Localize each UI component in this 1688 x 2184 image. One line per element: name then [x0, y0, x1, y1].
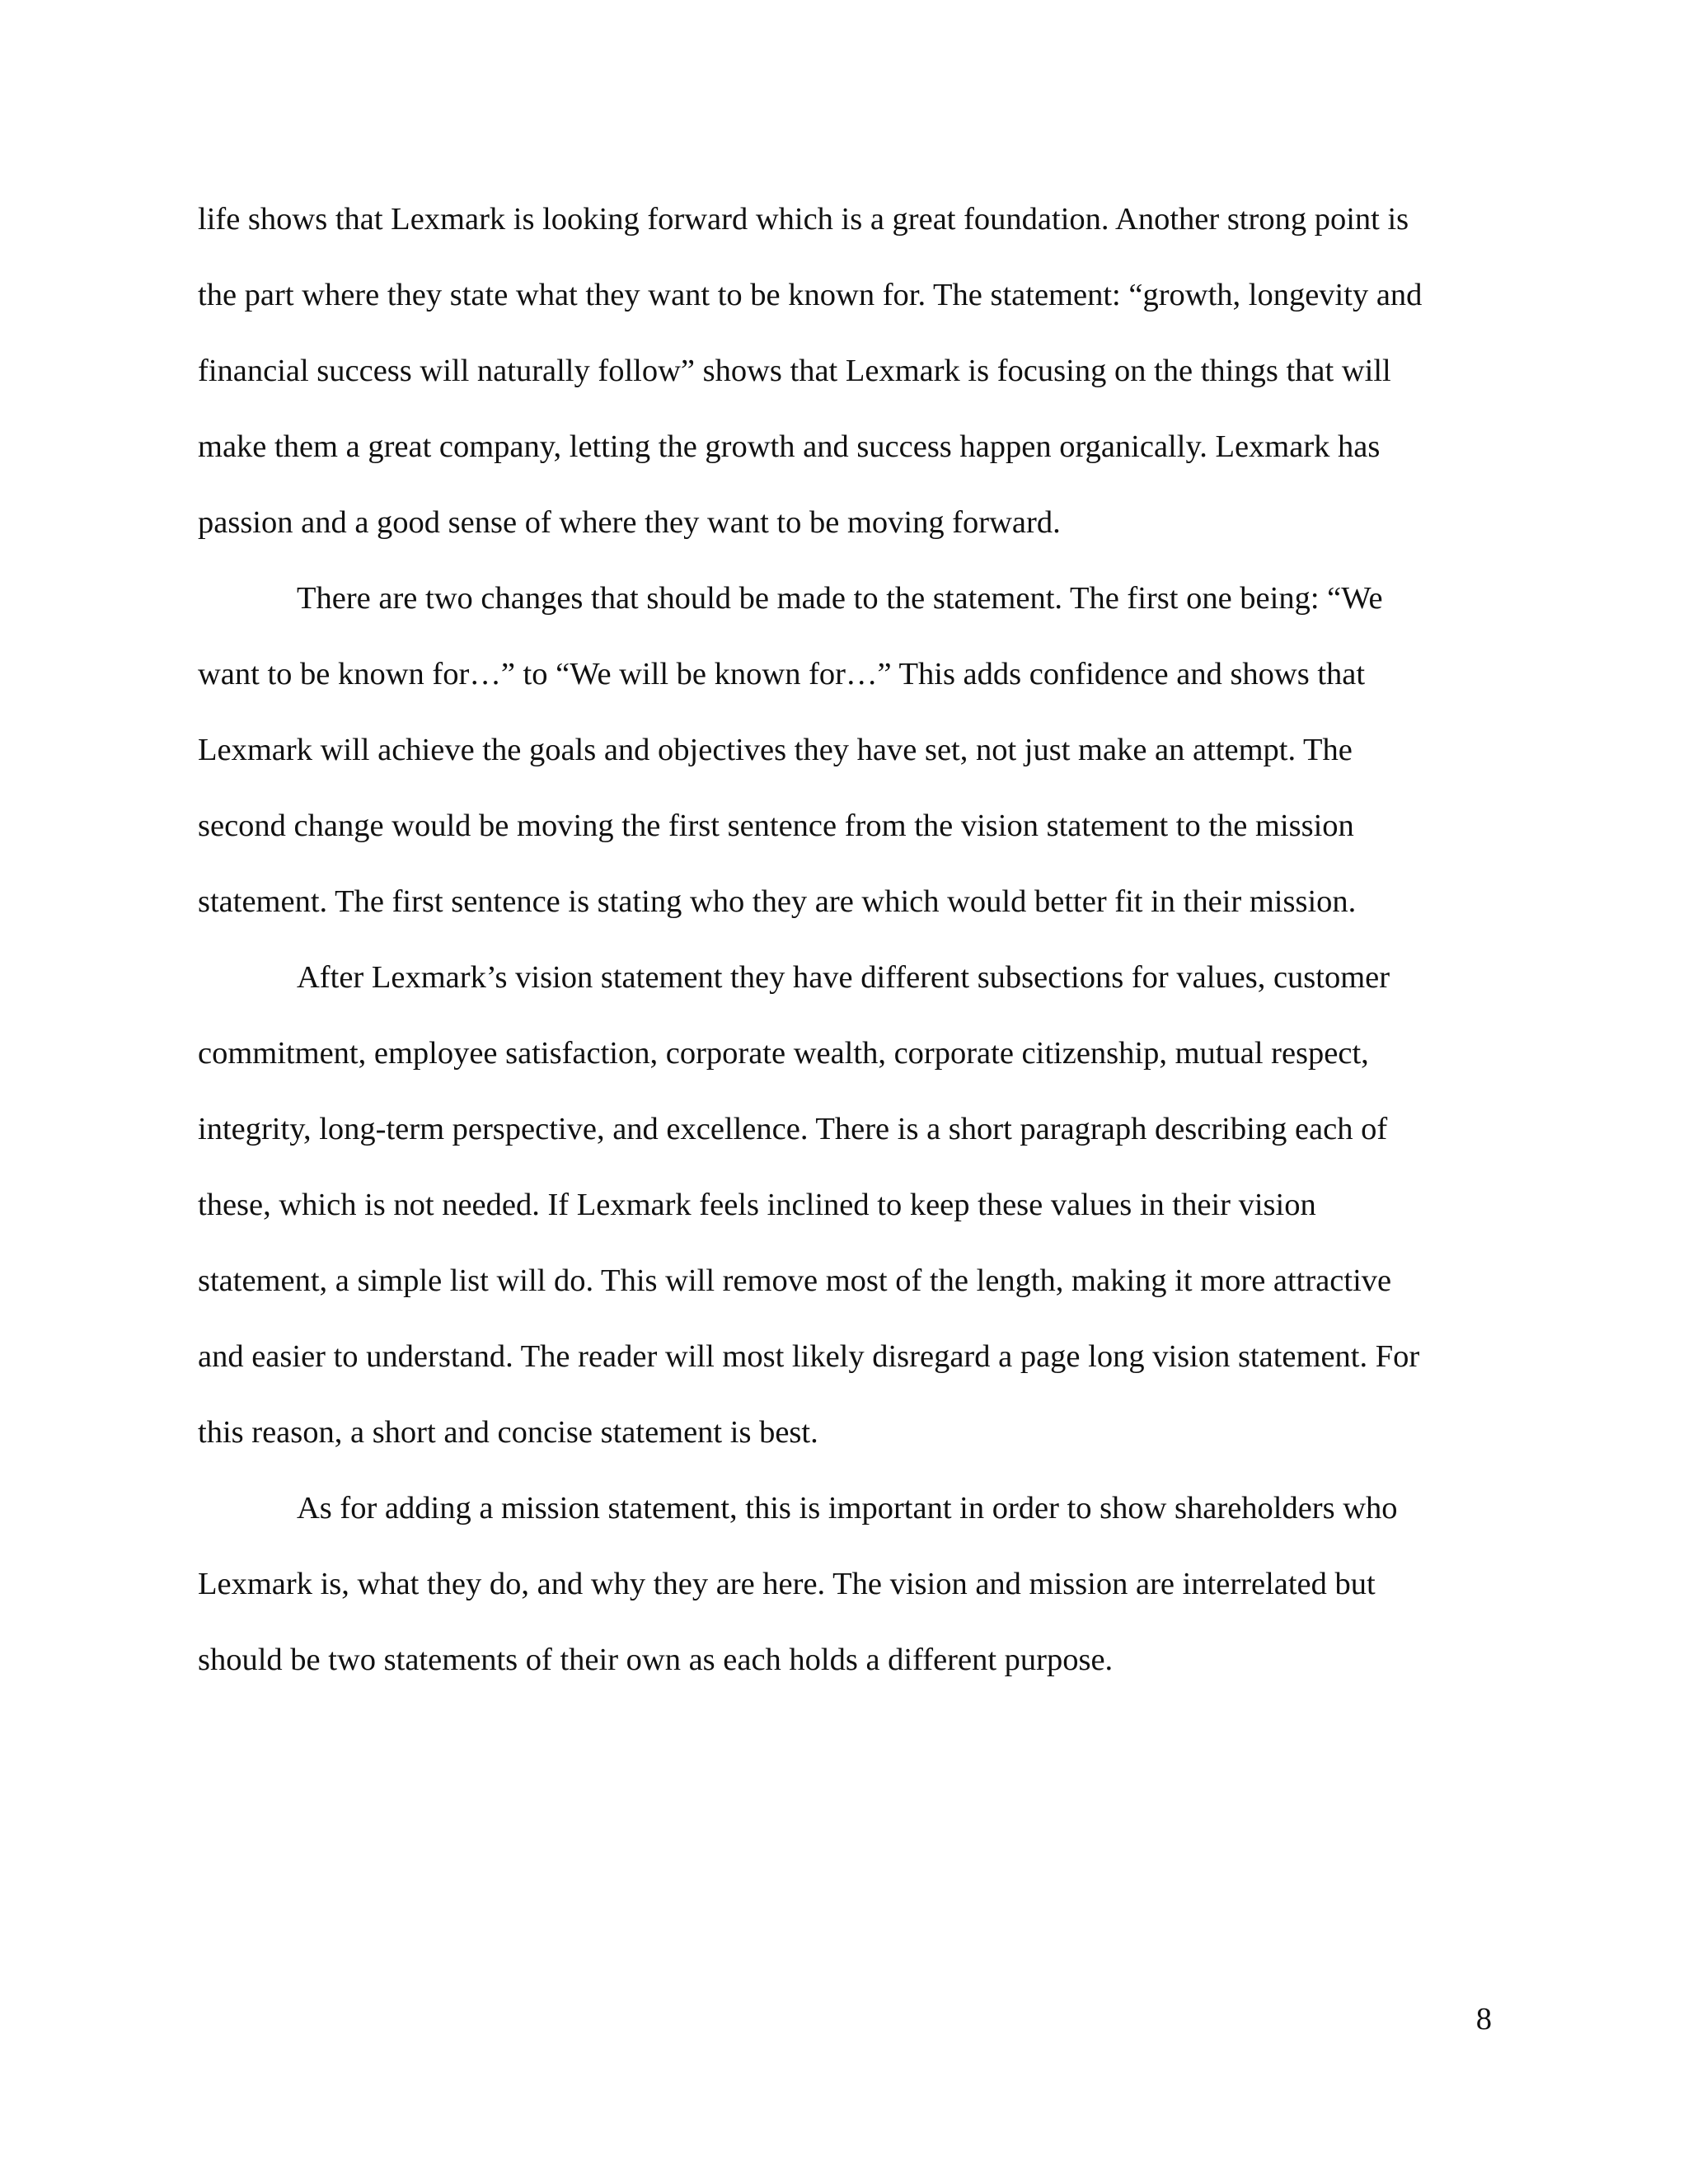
text-line: integrity, long-term perspective, and excellence. There is a short paragraph describing each of [198, 1112, 1388, 1146]
text-line: commitment, employee satisfaction, corporate wealth, corporate citizenship, mutual respect, [198, 1036, 1369, 1071]
paragraph-2 [198, 560, 1500, 940]
text-line-indented: After Lexmark’s vision statement they have different subsections for values, customer [297, 960, 1390, 995]
page-number: 8 [1475, 2002, 1492, 2036]
text-line: life shows that Lexmark is looking forward which is a great foundation. Another strong point is [198, 202, 1409, 237]
text-line: passion and a good sense of where they want to be moving forward. [198, 505, 1061, 540]
text-line: and easier to understand. The reader will most likely disregard a page long vision statement. For [198, 1339, 1420, 1374]
text-line: these, which is not needed. If Lexmark feels inclined to keep these values in their vision [198, 1188, 1316, 1222]
text-line: Lexmark will achieve the goals and objectives they have set, not just make an attempt. The [198, 733, 1353, 767]
text-line: financial success will naturally follow” shows that Lexmark is focusing on the things that will [198, 354, 1391, 388]
text-line: statement, a simple list will do. This will remove most of the length, making it more attractive [198, 1263, 1392, 1298]
paragraph-4 [198, 1470, 1500, 1698]
text-line-indented: As for adding a mission statement, this is important in order to show shareholders who [297, 1491, 1398, 1526]
text-line: Lexmark is, what they do, and why they are here. The vision and mission are interrelated but [198, 1567, 1376, 1601]
text-line: this reason, a short and concise statement is best. [198, 1415, 818, 1450]
text-line: should be two statements of their own as each holds a different purpose. [198, 1643, 1114, 1677]
body-text [198, 181, 1500, 1698]
text-line: want to be known for…” to “We will be known for…” This adds confidence and shows that [198, 657, 1366, 691]
paragraph-3 [198, 940, 1500, 1470]
text-line: statement. The first sentence is stating who they are which would better fit in their mission. [198, 884, 1357, 919]
text-line: the part where they state what they want to be known for. The statement: “growth, longevity and [198, 278, 1423, 312]
text-line: second change would be moving the first sentence from the vision statement to the mission [198, 808, 1354, 843]
text-line-indented: There are two changes that should be made to the statement. The first one being: “We [297, 581, 1383, 616]
text-line: make them a great company, letting the growth and success happen organically. Lexmark has [198, 429, 1381, 464]
paragraph-1 [198, 181, 1500, 560]
